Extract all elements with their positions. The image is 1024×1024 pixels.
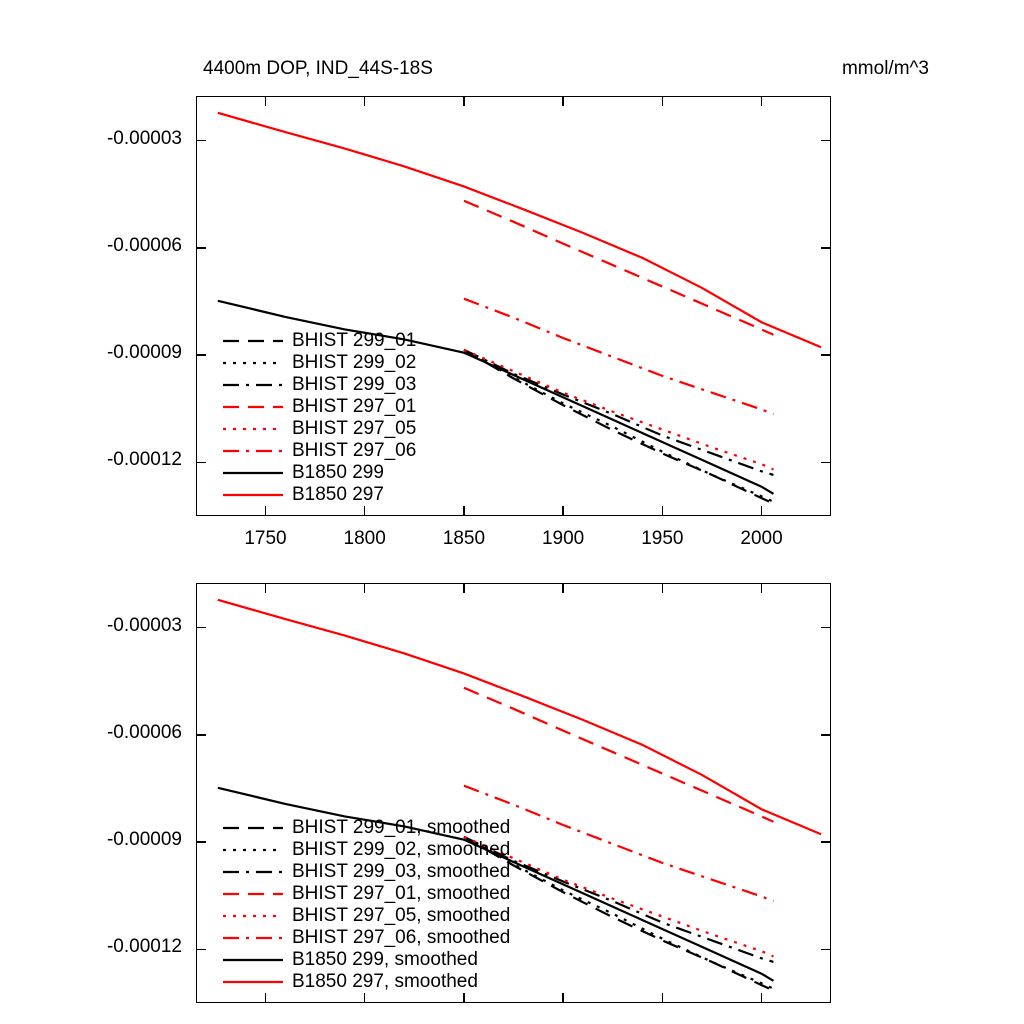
y-tick-label: -0.00003 — [106, 614, 182, 636]
legend-label: BHIST 299_03, smoothed — [292, 861, 511, 882]
legend-label: BHIST 299_02 — [292, 352, 417, 373]
y-tick — [821, 841, 831, 843]
legend-item — [222, 839, 510, 861]
x-tick — [364, 583, 366, 593]
y-tick-label: -0.00009 — [106, 342, 182, 364]
series-line — [464, 837, 774, 962]
x-tick — [265, 993, 267, 1003]
legend-item — [222, 905, 510, 927]
legend-line-swatch — [222, 953, 284, 967]
y-tick-label: -0.00006 — [106, 721, 182, 743]
x-tick — [265, 583, 267, 593]
legend-line-swatch — [222, 843, 284, 857]
y-tick — [196, 841, 206, 843]
legend-line-swatch — [222, 865, 284, 879]
series-line — [464, 786, 774, 901]
legend-label: BHIST 299_03 — [292, 374, 417, 395]
legend-line-swatch — [222, 975, 284, 989]
legend-item — [222, 971, 510, 993]
series-line — [218, 600, 821, 834]
legend-item — [222, 817, 510, 839]
legend-label: BHIST 297_06, smoothed — [292, 927, 511, 948]
legend-label: BHIST 297_05 — [292, 418, 417, 439]
x-tick-label: 1850 — [442, 528, 486, 549]
x-tick — [562, 583, 564, 593]
x-tick-label: 1950 — [641, 528, 684, 549]
legend-line-swatch — [222, 931, 284, 945]
y-tick — [196, 627, 206, 629]
y-tick-label: -0.00012 — [106, 936, 182, 958]
x-tick — [662, 583, 664, 593]
bottom-legend — [222, 817, 510, 993]
legend-line-swatch — [222, 909, 284, 923]
y-tick — [196, 949, 206, 951]
x-tick-label: 1800 — [343, 528, 386, 549]
x-tick — [761, 993, 763, 1003]
x-tick — [364, 993, 366, 1003]
y-tick-label: -0.00012 — [106, 449, 182, 471]
y-tick — [821, 949, 831, 951]
y-tick — [821, 734, 831, 736]
x-tick — [562, 993, 564, 1003]
legend-label: BHIST 297_01, smoothed — [292, 883, 511, 904]
x-tick — [463, 993, 465, 1003]
legend-label: BHIST 299_02, smoothed — [292, 839, 511, 860]
legend-label: BHIST 299_01 — [292, 330, 417, 351]
y-tick — [196, 734, 206, 736]
legend-item — [222, 949, 510, 971]
legend-label: BHIST 297_06 — [292, 440, 417, 461]
top-panel-units-label: mmol/m^3 — [841, 58, 929, 79]
legend-label: B1850 299 — [292, 462, 384, 483]
legend-line-swatch — [222, 887, 284, 901]
x-tick-label: 1900 — [541, 528, 585, 549]
y-tick — [821, 627, 831, 629]
top-panel-title: 4400m DOP, IND_44S-18S — [203, 58, 433, 79]
y-tick-label: -0.00009 — [106, 829, 182, 851]
legend-label: BHIST 297_05, smoothed — [292, 905, 511, 926]
legend-label: B1850 297 — [292, 484, 384, 505]
legend-label: BHIST 299_01, smoothed — [292, 817, 511, 838]
legend-label: BHIST 297_01 — [292, 396, 417, 417]
x-tick-label: 1750 — [244, 528, 287, 549]
x-tick — [662, 993, 664, 1003]
legend-item — [222, 861, 510, 883]
legend-line-swatch — [222, 821, 284, 835]
y-tick-label: -0.00003 — [106, 127, 182, 149]
x-tick-label: 2000 — [740, 528, 783, 549]
legend-item — [222, 927, 510, 949]
x-tick — [463, 583, 465, 593]
x-tick — [761, 583, 763, 593]
legend-label: B1850 297, smoothed — [292, 971, 478, 992]
legend-label: B1850 299, smoothed — [292, 949, 478, 970]
series-line — [464, 837, 774, 957]
legend-item — [222, 883, 510, 905]
series-line — [464, 688, 774, 822]
y-tick-label: -0.00006 — [106, 234, 182, 256]
